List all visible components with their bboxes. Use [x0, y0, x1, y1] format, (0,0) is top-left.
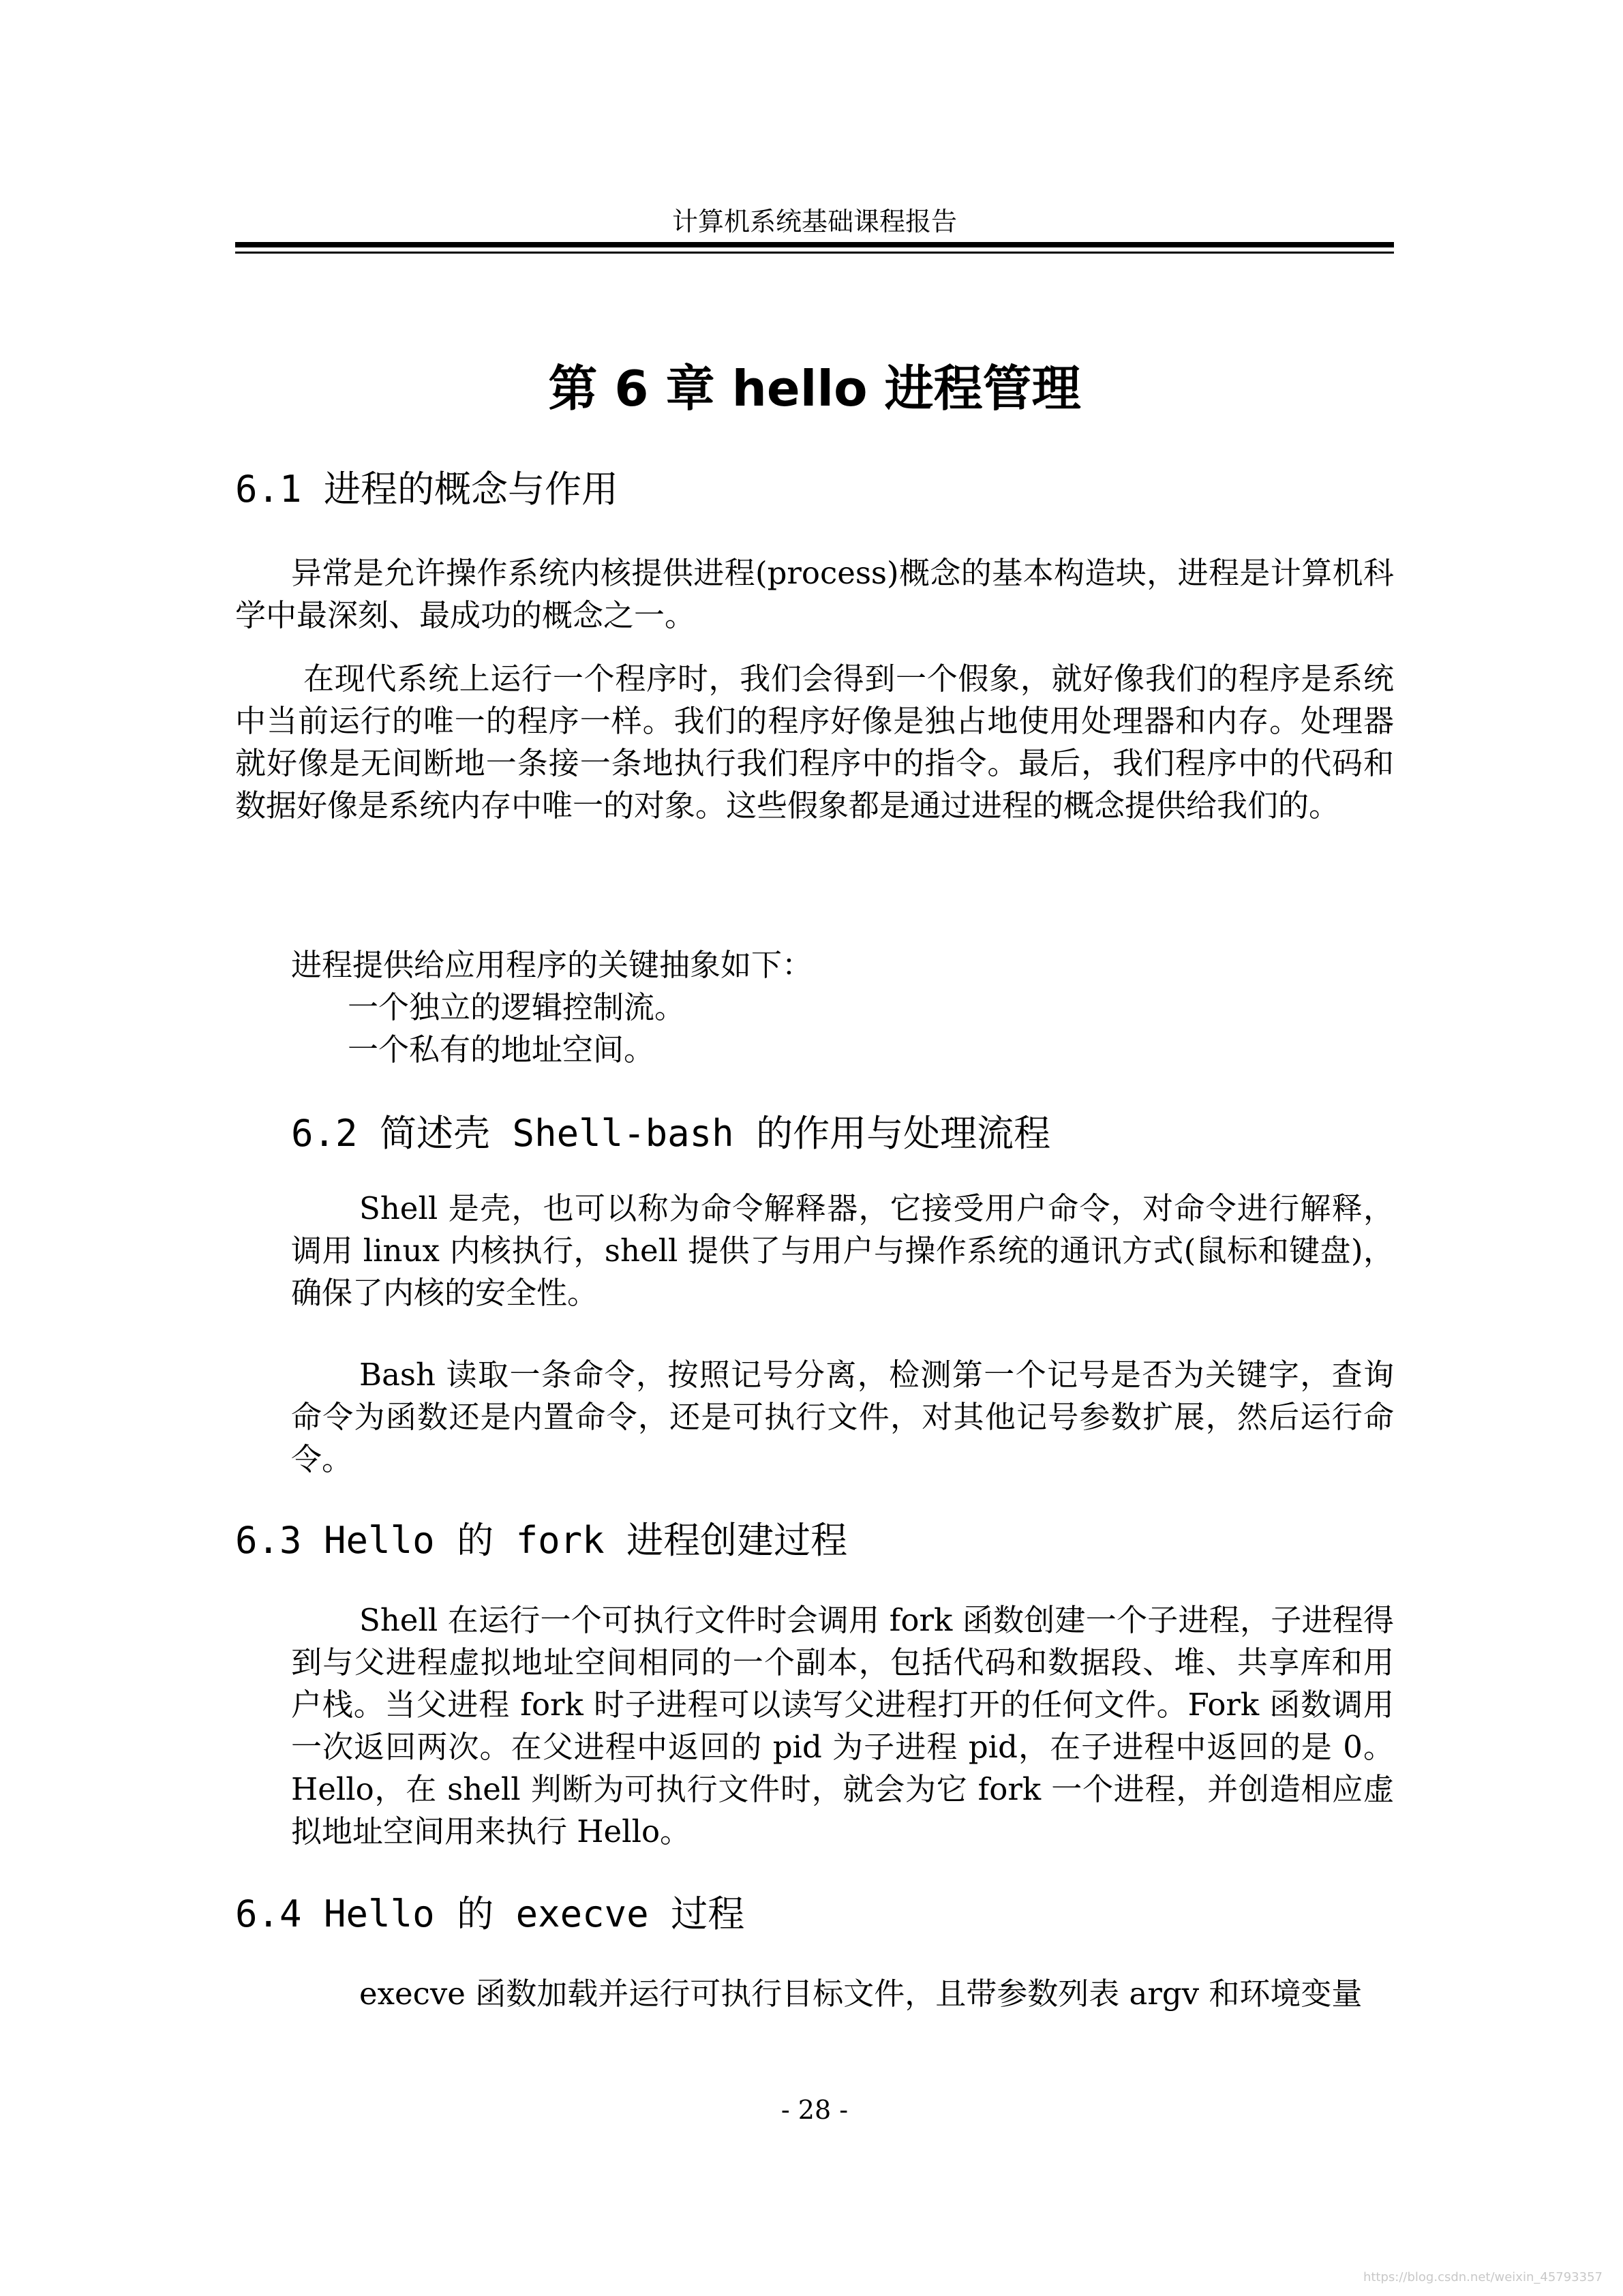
section-6-3-paragraph-1: Shell 在运行一个可执行文件时会调用 fork 函数创建一个子进程，子进程得到与父进程虚拟地址空间相同的一个副本，包括代码和数据段、堆、共享库和用户栈。当父进程 fork 时子进程可以读写父进程打开的任何文件。Fork 函数调用一次返回两次。在父进程中返回的 pid 为子进程 pid，在子进程中返回的是 0。Hello，在 shell 判断为可执行文件时，就会为它 fork 一个进程，并创造相应虚拟地址空间用来执行 Hello。 [291, 1602, 1394, 1849]
section-6-3-title: 6.3 Hello 的 fork 进程创建过程 [235, 1519, 848, 1562]
running-header: 计算机系统基础课程报告 [671, 207, 957, 237]
watermark-text: https://blog.csdn.net/weixin_45793357 [1363, 2270, 1603, 2284]
header-rule-thin [235, 252, 1394, 254]
section-6-1-paragraph-1: 异常是允许操作系统内核提供进程(process)概念的基本构造块，进程是计算机科学中最深刻、最成功的概念之一。 [235, 555, 1394, 633]
section-6-4-paragraph-1: execve 函数加载并运行可执行目标文件，且带参数列表 argv 和环境变量 [359, 1976, 1363, 2012]
section-6-4-title: 6.4 Hello 的 execve 过程 [235, 1892, 745, 1935]
section-6-1-list-intro: 进程提供给应用程序的关键抽象如下： [291, 947, 813, 983]
chapter-title: 第 6 章 hello 进程管理 [548, 360, 1081, 417]
section-6-2-paragraph-1: Shell 是壳，也可以称为命令解释器，它接受用户命令，对命令进行解释，调用 linux 内核执行，shell 提供了与用户与操作系统的通讯方式(鼠标和键盘)，确保了内核的安全性。 [291, 1190, 1394, 1311]
section-6-1-title: 6.1 进程的概念与作用 [235, 468, 619, 511]
section-6-1-list-item: 一个私有的地址空间。 [348, 1031, 655, 1068]
header-rule-thick [235, 242, 1394, 247]
page-number: - 28 - [780, 2095, 849, 2125]
section-6-2-title: 6.2 简述壳 Shell-bash 的作用与处理流程 [291, 1112, 1051, 1155]
section-6-2-paragraph-2: Bash 读取一条命令，按照记号分离，检测第一个记号是否为关键字，查询命令为函数还是内置命令，还是可执行文件，对其他记号参数扩展，然后运行命令。 [291, 1357, 1394, 1477]
section-6-1-paragraph-2: 在现代系统上运行一个程序时，我们会得到一个假象，就好像我们的程序是系统中当前运行的唯一的程序一样。我们的程序好像是独占地使用处理器和内存。处理器就好像是无间断地一条接一条地执行我们程序中的指令。最后，我们程序中的代码和数据好像是系统内存中唯一的对象。这些假象都是通过进程的概念提供给我们的。 [235, 661, 1394, 824]
section-6-1-list-item: 一个独立的逻辑控制流。 [348, 989, 686, 1025]
